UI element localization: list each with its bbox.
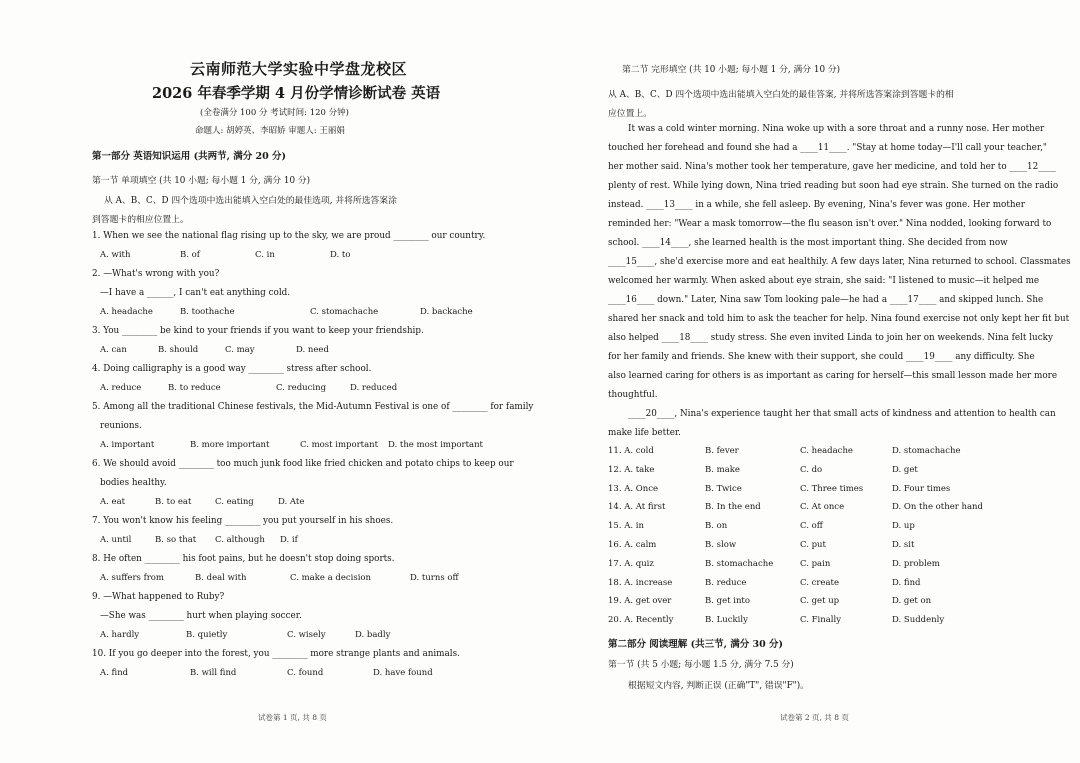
q9-option-d: D. badly — [355, 630, 391, 640]
passage-line: her mother said. Nina's mother took her temperature, gave her medicine, and told her to ____12____ — [608, 162, 1056, 172]
q5-option-c: C. most important — [300, 440, 379, 450]
q2-option-d: D. backache — [420, 307, 473, 317]
question-7: 7. You won't know his feeling ________ you put yourself in his shoes. — [92, 516, 394, 526]
question-4: 4. Doing calligraphy is a good way ________ stress after school. — [92, 364, 372, 374]
q6-option-d: D. Ate — [278, 497, 305, 507]
q10-option-b: B. will find — [190, 668, 237, 678]
cloze-option: 14. A. At first — [608, 502, 666, 513]
question-10: 10. If you go deeper into the forest, you ________ more strange plants and animals. — [92, 649, 460, 659]
passage-line: ____15____, she'd exercise more and eat healthily. A few days later, Nina returned to school. Classmates — [608, 257, 1071, 267]
question-2-line-2: —I have a ______, I can't eat anything cold. — [100, 288, 291, 298]
question-9: 9. —What happened to Ruby? — [92, 592, 225, 602]
instructions-line-2: 到答题卡的相应位置上。 — [92, 215, 189, 225]
cloze-option: D. stomachache — [892, 446, 961, 456]
question-6: 6. We should avoid ________ too much junk food like fried chicken and potato chips to keep our — [92, 459, 514, 469]
passage-line: reminded her: "Wear a mask tomorrow—the flu season isn't over." Nina nodded, looking forward to — [608, 219, 1052, 229]
q3-option-c: C. may — [225, 345, 255, 355]
passage-line: also helped ____18____ study stress. She even invited Linda to join her on weekends. Nina felt lucky — [608, 333, 1053, 343]
passage-line: welcomed her warmly. When asked about eye strain, she said: "I listened to music—it helped me — [608, 276, 1040, 286]
q1-option-d: D. to — [330, 250, 351, 260]
question-8: 8. He often ________ his foot pains, but he doesn't stop doing sports. — [92, 554, 395, 564]
passage-line: It was a cold winter morning. Nina woke up with a sore throat and a runny nose. Her mother — [628, 124, 1045, 134]
passage-line: school. ____14____, she learned health is the most important thing. She decided from now — [608, 238, 1008, 248]
cloze-option: C. off — [800, 521, 823, 532]
q8-option-b: B. deal with — [195, 573, 247, 583]
part-2-instructions: 根据短文内容, 判断正误 (正确"T", 错误"F")。 — [628, 681, 809, 691]
q5-option-d: D. the most important — [388, 440, 483, 450]
q3-option-b: B. should — [158, 345, 199, 355]
passage-line: touched her forehead and found she had a ____11____. "Stay at home today—I'll call your teacher," — [608, 143, 1047, 153]
q1-option-a: A. with — [100, 250, 131, 260]
instructions-line-1: 从 A、B、C、D 四个选项中选出能填入空白处的最佳选项, 并将所选答案涂 — [104, 196, 397, 206]
q10-option-a: A. find — [100, 668, 129, 678]
cloze-option: D. get on — [892, 596, 932, 607]
q1-option-c: C. in — [255, 250, 275, 260]
q10-option-d: D. have found — [373, 668, 433, 678]
cloze-option: 11. A. cold — [608, 446, 654, 456]
q6-option-a: A. eat — [100, 497, 126, 507]
q7-option-d: D. if — [280, 535, 298, 545]
q2-option-b: B. toothache — [180, 307, 235, 317]
cloze-option: 20. A. Recently — [608, 615, 674, 626]
cloze-option: 18. A. increase — [608, 577, 673, 588]
q10-option-c: C. found — [287, 668, 324, 678]
section-1-heading: 第一节 单项填空 (共 10 小题; 每小题 1 分, 满分 10 分) — [92, 176, 311, 186]
school-name: 云南师范大学实验中学盘龙校区 — [190, 60, 408, 78]
question-6-line-2: bodies healthy. — [100, 478, 167, 488]
cloze-option: B. stomachache — [705, 558, 774, 569]
cloze-option: D. On the other hand — [892, 502, 983, 513]
cloze-option: 19. A. get over — [608, 596, 672, 607]
cloze-option: B. Twice — [705, 483, 742, 494]
exam-authors: 命题人: 胡婷英、李昭娇 审题人: 王丽娟 — [195, 126, 345, 136]
cloze-option: C. put — [800, 540, 826, 550]
cloze-instructions-1: 从 A、B、C、D 四个选项中选出能填入空白处的最佳答案, 并将所选答案涂到答题卡的相 — [608, 90, 954, 100]
cloze-option: 16. A. calm — [608, 540, 657, 550]
q5-option-a: A. important — [100, 440, 155, 450]
cloze-option: D. Suddenly — [892, 615, 945, 626]
exam-info: (全卷满分 100 分 考试时间: 120 分钟) — [200, 108, 349, 118]
cloze-option: B. get into — [705, 596, 750, 607]
cloze-option: C. pain — [800, 558, 831, 569]
page-footer-1: 试卷第 1 页, 共 8 页 — [258, 713, 327, 722]
passage-line: instead. ____13____ in a while, she fell asleep. By evening, Nina's fever was gone. Her mother — [608, 200, 1025, 210]
question-5-line-2: reunions. — [100, 421, 142, 431]
cloze-option: C. headache — [800, 446, 853, 456]
cloze-option: 15. A. in — [608, 521, 644, 532]
q7-option-b: B. so that — [155, 535, 197, 545]
cloze-option: B. Luckily — [705, 615, 748, 626]
q8-option-c: C. make a decision — [290, 573, 372, 583]
exam-title: 2026 年春季学期 4 月份学情诊断试卷 英语 — [152, 85, 441, 102]
cloze-option: C. Finally — [800, 615, 842, 626]
passage-line: shared her snack and told him to ask the teacher for help. Nina found exercise not only kept her fit but — [608, 314, 1070, 324]
question-2: 2. —What's wrong with you? — [92, 269, 220, 279]
q6-option-b: B. to eat — [155, 497, 192, 507]
cloze-option: C. get up — [800, 596, 840, 607]
part-2-section-1-heading: 第一节 (共 5 小题; 每小题 1.5 分, 满分 7.5 分) — [608, 660, 794, 670]
cloze-option: D. sit — [892, 540, 915, 550]
page-footer-2: 试卷第 2 页, 共 8 页 — [780, 713, 849, 722]
passage-line: also learned caring for others is as important as caring for herself—this small lesson made her more — [608, 371, 1058, 381]
q2-option-a: A. headache — [100, 307, 153, 317]
q4-option-c: C. reducing — [276, 383, 327, 393]
q4-option-a: A. reduce — [100, 383, 142, 393]
q9-option-c: C. wisely — [287, 630, 326, 640]
passage-line: ____16____ down." Later, Nina saw Tom looking pale—he had a ____17____ and skipped lunch. She — [608, 295, 1044, 305]
cloze-option: C. do — [800, 464, 823, 475]
q8-option-a: A. suffers from — [100, 573, 164, 583]
cloze-option: C. At once — [800, 502, 845, 513]
cloze-option: B. In the end — [705, 502, 761, 513]
q3-option-d: D. need — [296, 345, 329, 355]
q8-option-d: D. turns off — [410, 573, 459, 583]
cloze-option: B. make — [705, 464, 740, 475]
cloze-option: 12. A. take — [608, 464, 655, 475]
question-5: 5. Among all the traditional Chinese festivals, the Mid-Autumn Festival is one of ________ for family — [92, 402, 534, 412]
cloze-option: D. find — [892, 577, 921, 588]
part-1-heading: 第一部分 英语知识运用 (共两节, 满分 20 分) — [92, 151, 287, 162]
exam-page-2 — [540, 0, 1080, 763]
cloze-option: 13. A. Once — [608, 483, 658, 494]
cloze-option: C. create — [800, 577, 839, 588]
passage-line: plenty of rest. While lying down, Nina tried reading but soon had eye strain. She turned on the radio — [608, 181, 1059, 191]
cloze-option: B. on — [705, 521, 728, 532]
cloze-option: C. Three times — [800, 483, 864, 494]
q9-option-b: B. quietly — [186, 630, 228, 640]
passage-line: ____20____, Nina's experience taught her that small acts of kindness and attention to health can — [628, 409, 1056, 419]
cloze-option: D. get — [892, 464, 918, 475]
q5-option-b: B. more important — [190, 440, 270, 450]
q4-option-b: B. to reduce — [168, 383, 221, 393]
cloze-option: D. problem — [892, 558, 940, 569]
q3-option-a: A. can — [100, 345, 127, 355]
question-3: 3. You ________ be kind to your friends if you want to keep your friendship. — [92, 326, 424, 336]
cloze-instructions-2: 应位置上。 — [608, 109, 652, 119]
passage-line: thoughtful. — [608, 390, 658, 400]
q2-option-c: C. stomachache — [310, 307, 379, 317]
part-2-heading: 第二部分 阅读理解 (共三节, 满分 30 分) — [608, 639, 784, 650]
cloze-option: D. up — [892, 521, 915, 532]
q7-option-a: A. until — [100, 535, 132, 545]
question-9-line-2: —She was ________ hurt when playing soccer. — [100, 611, 302, 621]
q9-option-a: A. hardly — [100, 630, 140, 640]
cloze-option: B. slow — [705, 540, 737, 550]
q4-option-d: D. reduced — [350, 383, 398, 393]
cloze-option: B. fever — [705, 446, 739, 456]
q1-option-b: B. of — [180, 250, 200, 260]
section-2-heading: 第二节 完形填空 (共 10 小题; 每小题 1 分, 满分 10 分) — [622, 65, 841, 75]
q6-option-c: C. eating — [215, 497, 254, 507]
passage-line: for her family and friends. She knew with their support, she could ____19____ any difficulty. She — [608, 352, 1035, 362]
question-1: 1. When we see the national flag rising up to the sky, we are proud ________ our country. — [92, 231, 486, 241]
passage-line: make life better. — [608, 428, 681, 438]
q7-option-c: C. although — [215, 535, 265, 545]
cloze-option: B. reduce — [705, 577, 747, 588]
cloze-option: 17. A. quiz — [608, 558, 654, 569]
cloze-option: D. Four times — [892, 483, 951, 494]
